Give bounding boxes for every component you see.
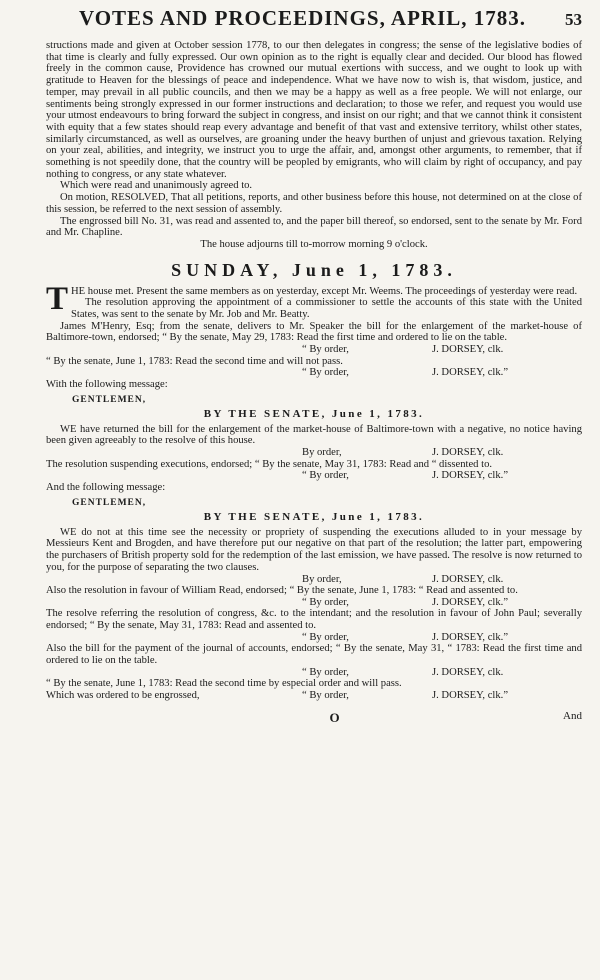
by-order: By order, <box>302 447 342 459</box>
clerk-signature: J. DORSEY, clk.” <box>432 690 509 702</box>
engrossed-bill-paragraph: The engrossed bill No. 31, was read and assented to, and the paper bill thereof, so endorsed, sent to the senate by Mr. Ford and Mr. Chapline. <box>46 215 582 239</box>
senate-message-paragraph: WE do not at this time see the necessity or propriety of suspending the executions alluded to in your message by Messieurs Kent and Brogden, and have therefore put our negative on that part of the resolution; the latter part, empowering the purchasers of British property sold for the redemption of the last emission, we have passed. The resolve is now returned to you, for the purpose of separating the two clauses. <box>46 526 582 573</box>
commissioner-paragraph: The resolution approving the appointment of a commissioner to settle the accounts of this state with the United States, was sent to the senate by Mr. Job and Mr. Beatty. <box>71 297 582 321</box>
drop-cap: T <box>46 280 69 317</box>
salutation: GENTLEMEN, <box>72 394 147 405</box>
clerk-signature: J. DORSEY, clk.” <box>432 470 509 482</box>
signature-mark: O <box>329 709 340 725</box>
running-title: VOTES AND PROCEEDINGS, APRIL, 1783. <box>78 6 527 30</box>
senate-heading: BY THE SENATE, June 1, 1783. <box>203 407 425 420</box>
signature-line <box>46 470 582 482</box>
by-order: “ By order, <box>302 631 349 643</box>
journal-accounts-paragraph: Also the bill for the payment of the journal of accounts, endorsed; “ By the senate, May 31, “ 1783: Read the first time and ordered to lie on the table. <box>46 643 582 667</box>
signature-line <box>46 367 582 379</box>
adjourn-paragraph: The house adjourns till to-morrow morning 9 o'clock. <box>200 238 428 250</box>
market-house-bill-paragraph: James M'Henry, Esq; from the senate, delivers to Mr. Speaker the bill for the enlargement of the market-house of Baltimore-town, endorsed; “ By the senate, May 29, 1783: Read the first time and ordered to lie on the table. <box>46 320 582 344</box>
signature-line <box>46 574 582 586</box>
resolution-paragraph: On motion, RESOLVED, That all petitions, reports, and other business before this house, not determined on at the close of this session, be referred to the next session of assembly. <box>46 192 582 215</box>
signature-line <box>46 344 582 356</box>
senate-message-paragraph: WE have returned the bill for the enlargement of the market-house of Baltimore-town with a negative, no notice having been given agreeably to the resolve of this house. <box>46 423 582 447</box>
by-order: “ By order, <box>302 367 349 379</box>
page-number: 53 <box>565 10 582 29</box>
signature-line <box>46 597 582 609</box>
clerk-signature: J. DORSEY, clk. <box>432 447 504 459</box>
clerk-signature: J. DORSEY, clk. <box>432 344 504 356</box>
message-intro: With the following message: <box>46 379 168 391</box>
by-order: “ By order, <box>302 344 349 356</box>
instructions-paragraph: structions made and given at October session 1778, to our then delegates in congress; the sense of the legislative bodies of that time is clearly and fully expressed. Our own opinion as to the right is equally clear and decided. Our blood has flowed freely in the common cause, Providence has crowned our mutual exertions with success, and we ought to look up with gratitude to Heaven for the blessings of peace and independence. What we have now to wish is, that wisdom, justice, and temper, may prevail in all public councils, and then we may be a happy as well as a free people. We will not enlarge, our sentiments being strongly expressed in our former instructions and declaration; to those we refer, and request you would use your utmost endeavours to bring forward the subject in congress, and insist on our right; and that we cannot think it consistent with equity that a few states should reap every advantage and benefit of that vast and extensive territory, whilst other states, similarly circumstanced, as well as ourselves, are groaning under the heavy burthen of unjust and grievous taxation. Relying on your zeal, abilities, and integrity, we instruct you to urge the affair, and, amongst other arguments, to remember, that if something is not speedily done, that the country will be peopled by emigrants, who will claim by right of occupancy, and pay nothing to congress, or any state whatever. <box>46 40 582 180</box>
by-order: “ By order, <box>302 666 349 678</box>
clerk-signature: J. DORSEY, clk. <box>432 573 504 585</box>
signature-line <box>46 667 582 679</box>
house-met-text: HE house met. Present the same members as on yesterday, except Mr. Weems. The proceedings of yesterday were read. <box>71 285 578 297</box>
clerk-signature: J. DORSEY, clk.” <box>432 631 509 643</box>
clerk-signature: J. DORSEY, clk. <box>432 666 504 678</box>
signature-line <box>46 447 582 459</box>
by-order: “ By order, <box>302 690 349 702</box>
signature-line <box>46 632 582 644</box>
by-order: By order, <box>302 573 342 585</box>
day-heading: SUNDAY, June 1, 1783. <box>171 259 457 280</box>
engrossed-note: Which was ordered to be engrossed, <box>46 690 200 702</box>
william-read-paragraph: Also the resolution in favour of William Read, endorsed; “ By the senate, June 1, 1783: “ Read and assented to. <box>46 585 518 597</box>
salutation: GENTLEMEN, <box>72 497 147 508</box>
signature-line <box>46 690 582 702</box>
second-reading-paragraph: “ By the senate, June 1, 1783: Read the second time and will not pass. <box>46 355 343 367</box>
page-footer <box>46 710 582 726</box>
intendant-paragraph: The resolve referring the resolution of congress, &c. to the intendant; and the resolution in favour of John Paul; severally endorsed; “ By the senate, May 31, 1783: Read and assented to. <box>46 608 582 632</box>
by-order: “ By order, <box>302 596 349 608</box>
running-head <box>46 6 582 40</box>
message-intro: And the following message: <box>46 482 166 494</box>
senate-heading: BY THE SENATE, June 1, 1783. <box>203 510 425 523</box>
clerk-signature: J. DORSEY, clk.” <box>432 367 509 379</box>
suspending-executions-paragraph: The resolution suspending executions, endorsed; “ By the senate, May 31, 1783: Read and “ dissented to. <box>46 458 493 470</box>
agreed-paragraph: Which were read and unanimously agreed to. <box>60 180 253 192</box>
especial-order-paragraph: “ By the senate, June 1, 1783: Read the second time by especial order and will pass. <box>46 678 402 690</box>
by-order: “ By order, <box>302 470 349 482</box>
clerk-signature: J. DORSEY, clk.” <box>432 596 509 608</box>
catchword: And <box>563 709 582 722</box>
